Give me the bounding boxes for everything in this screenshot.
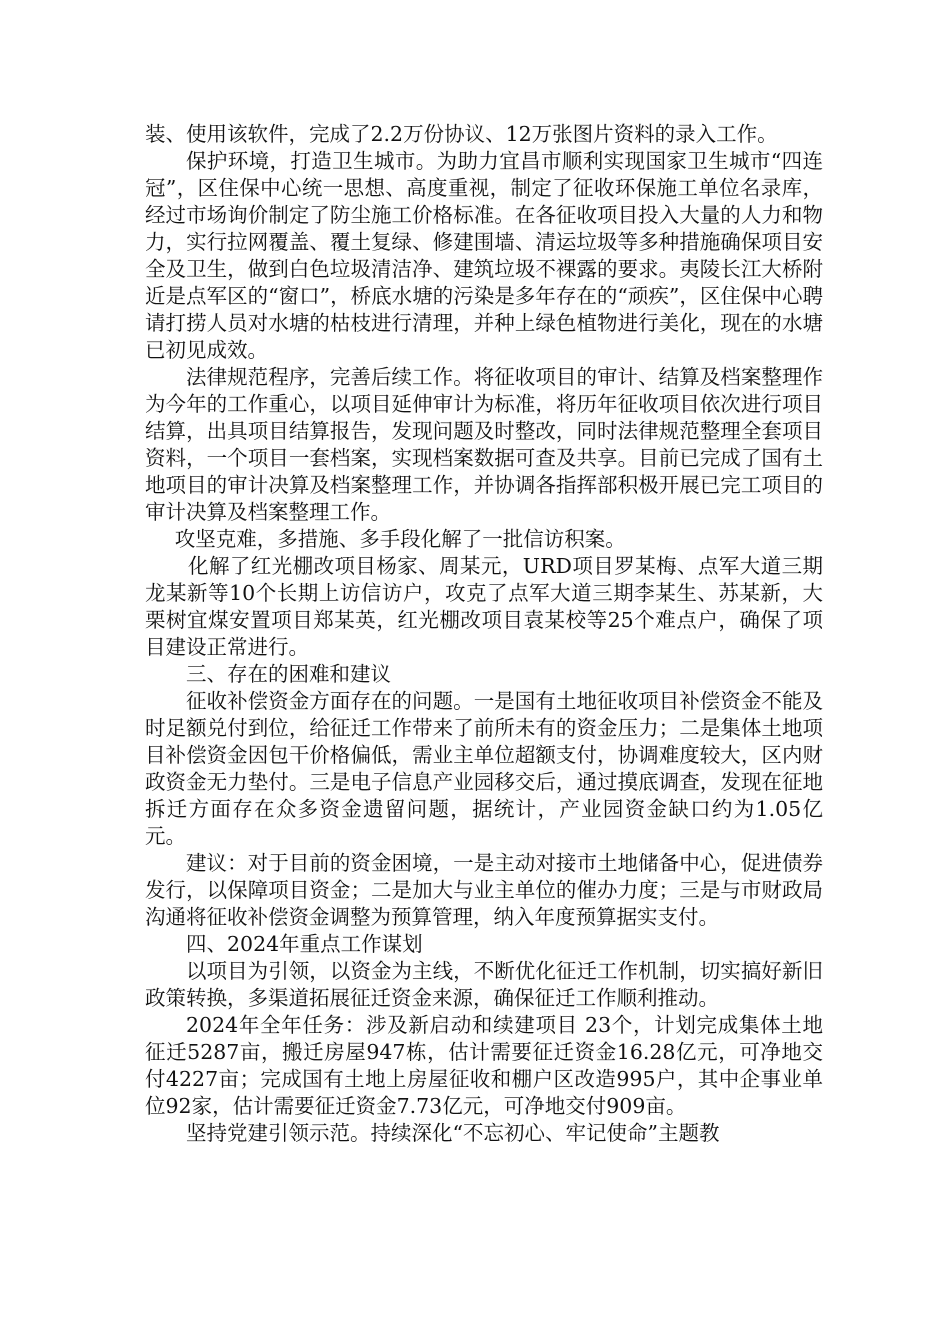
document-body	[145, 121, 823, 1147]
paragraph-petition-details: 化解了红光棚改项目杨家、周某元，URD项目罗某梅、点军大道三期龙某新等10个长期上访信访户，攻克了点军大道三期李某生、苏某新，大栗树宜煤安置项目郑某英，红光棚改项目袁某校等25个难点户，确保了项目建设正常进行。	[145, 554, 823, 659]
paragraph-legal-procedure: 法律规范程序，完善后续工作。将征收项目的审计、结算及档案整理作为今年的工作重心，以项目延伸审计为标准，将历年征收项目依次进行项目结算，出具项目结算报告，发现问题及时整改，同时法律规范整理全套项目资料，一个项目一套档案，实现档案数据可查及共享。目前已完成了国有土地项目的审计决算及档案整理工作，并协调各指挥部积极开展已完工项目的审计决算及档案整理工作。	[145, 365, 823, 524]
paragraph-software-entry: 装、使用该软件，完成了2.2万份协议、12万张图片资料的录入工作。	[145, 122, 778, 146]
paragraph-annual-tasks: 2024年全年任务：涉及新启动和续建项目 23个，计划完成集体土地征迁5287亩，搬迁房屋947栋，估计需要征迁资金16.28亿元，可净地交付4227亩；完成国有土地上房屋征收和棚户区改造995户，其中企事业单位92家，估计需要征迁资金7.73亿元，可净地交付909亩。	[145, 1013, 823, 1118]
section-heading-difficulties: 三、存在的困难和建议	[186, 662, 391, 686]
paragraph-funding-problems: 征收补偿资金方面存在的问题。一是国有土地征收项目补偿资金不能及时足额兑付到位，给征迁工作带来了前所未有的资金压力；二是集体土地项目补偿资金因包干价格偏低，需业主单位超额支付，协调难度较大，区内财政资金无力垫付。三是电子信息产业园移交后，通过摸底调查，发现在征地拆迁方面存在众多资金遗留问题，据统计，产业园资金缺口约为1.05亿元。	[145, 689, 823, 848]
paragraph-petition-heading: 攻坚克难，多措施、多手段化解了一批信访积案。	[174, 527, 626, 551]
paragraph-environment: 保护环境，打造卫生城市。为助力宜昌市顺利实现国家卫生城市“四连冠”，区住保中心统一思想、高度重视，制定了征收环保施工单位名录库，经过市场询价制定了防尘施工价格标准。在各征收项目投入大量的人力和物力，实行拉网覆盖、覆土复绿、修建围墙、清运垃圾等多种措施确保项目安全及卫生，做到白色垃圾清洁净、建筑垃圾不裸露的要求。夷陵长江大桥附近是点军区的“窗口”，桥底水塘的污染是多年存在的“顽疾”，区住保中心聘请打捞人员对水塘的枯枝进行清理，并种上绿色植物进行美化，现在的水塘已初见成效。	[145, 149, 823, 362]
section-heading-2024-plan: 四、2024年重点工作谋划	[186, 932, 423, 956]
paragraph-party-building: 坚持党建引领示范。持续深化“不忘初心、牢记使命”主题教	[186, 1121, 720, 1145]
paragraph-plan-overview: 以项目为引领，以资金为主线，不断优化征迁工作机制，切实搞好新旧政策转换，多渠道拓展征迁资金来源，确保征迁工作顺利推动。	[145, 959, 823, 1010]
paragraph-suggestions: 建议：对于目前的资金困境，一是主动对接市土地储备中心，促进债券发行，以保障项目资金；二是加大与业主单位的催办力度；三是与市财政局沟通将征收补偿资金调整为预算管理，纳入年度预算据实支付。	[145, 851, 823, 929]
